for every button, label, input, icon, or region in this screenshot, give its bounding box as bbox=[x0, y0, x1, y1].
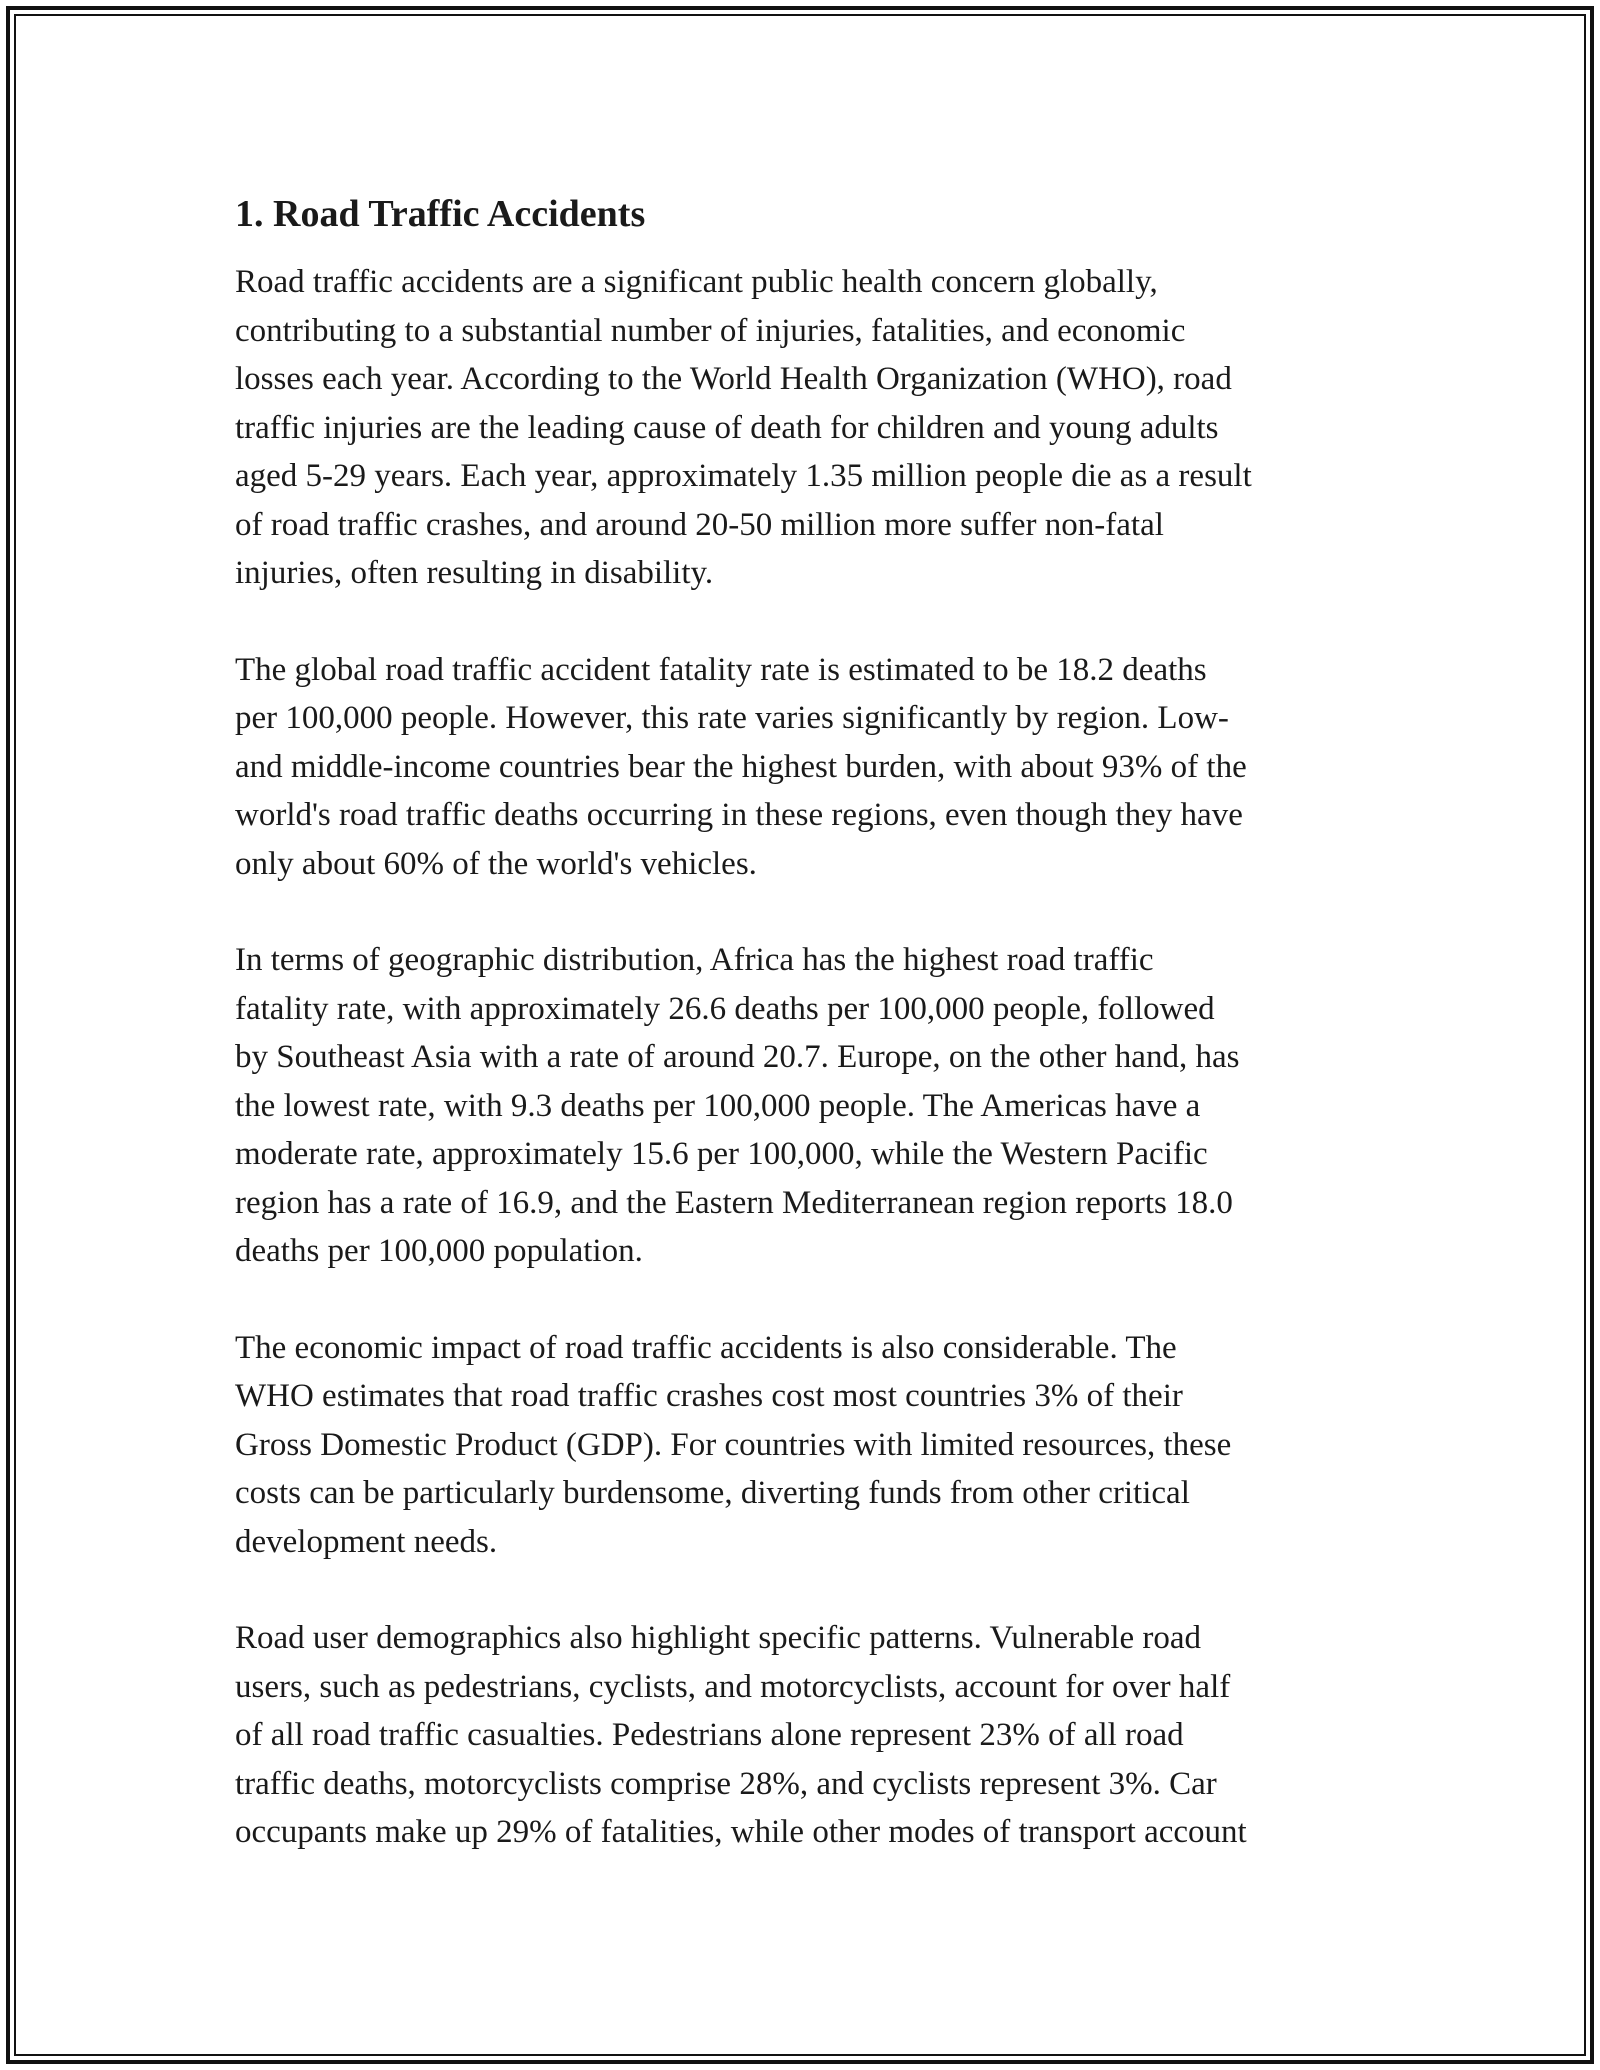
paragraph-economic-impact: The economic impact of road traffic accidents is also considerable. The WHO estimates that road traffic crashes cost most countries 3% of their Gross Domestic Product (GDP). For countries with limited resources, these costs can be particularly burdensome, diverting funds from other critical development needs. bbox=[235, 1329, 1232, 1560]
paragraph-fatality-rate: The global road traffic accident fatality rate is estimated to be 18.2 deaths per 100,000 people. However, this rate varies significantly by region. Low- and middle-income countries bear the highest burden, with about 93% of the world's road traffic deaths occurring in these regions, even though they have only about 60% of the world's vehicles. bbox=[235, 651, 1247, 882]
document-body bbox=[235, 188, 1385, 1905]
paragraph-global-burden: Road traffic accidents are a significant public health concern globally, contributing to a substantial number of injuries, fatalities, and economic losses each year. According to the World Health Organization (WHO), road traffic injuries are the leading cause of death for children and young adults aged 5-29 years. Each year, approximately 1.35 million people die as a result of road traffic crashes, and around 20-50 million more suffer non-fatal injuries, often resulting in disability. bbox=[235, 264, 1252, 591]
section-title: 1. Road Traffic Accidents bbox=[235, 193, 646, 235]
paragraph-road-user-demographics: Road user demographics also highlight specific patterns. Vulnerable road users, such as pedestrians, cyclists, and motorcyclists, account for over half of all road traffic casualties. Pedestrians alone represent 23% of all road traffic deaths, motorcyclists comprise 28%, and cyclists represent 3%. Car occupants make up 29% of fatalities, while other modes of transport account bbox=[235, 1620, 1247, 1850]
paragraph-geographic-distribution: In terms of geographic distribution, Africa has the highest road traffic fatality rate, with approximately 26.6 deaths per 100,000 people, followed by Southeast Asia with a rate of around 20.7. Europe, on the other hand, has the lowest rate, with 9.3 deaths per 100,000 people. The Americas have a moderate rate, approximately 15.6 per 100,000, while the Western Pacific region has a rate of 16.9, and the Eastern Mediterranean region reports 18.0 deaths per 100,000 population. bbox=[235, 942, 1240, 1269]
